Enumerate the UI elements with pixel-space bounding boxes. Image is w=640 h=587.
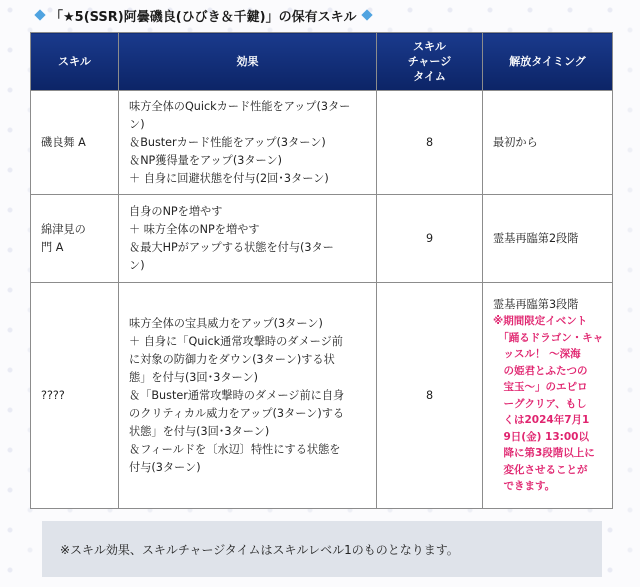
limited-note-line: 9日(金) 13:00以	[493, 430, 589, 443]
header-charge-line: タイム	[413, 70, 446, 83]
limited-note-line: ーグクリア、もし	[493, 397, 587, 410]
footnote-box	[42, 521, 602, 577]
effect-line: ン)	[129, 258, 145, 272]
effect-line: ＆NP獲得量をアップ(3ターン)	[129, 153, 283, 167]
effect-line: 付与(3ターン)	[129, 460, 201, 474]
effect-line: 味方全体の宝具威力をアップ(3ターン)	[129, 316, 323, 330]
unlock-cell	[483, 283, 613, 509]
unlock-text: 霊基再臨第2段階	[493, 231, 579, 245]
header-effect: 効果	[119, 33, 377, 91]
skill-name: 綿津見の	[41, 222, 86, 236]
skill-name-cell	[31, 91, 119, 195]
limited-note-line: くは2024年7月1	[493, 414, 590, 426]
skill-name: ????	[41, 388, 65, 402]
skill-name: 門 A	[41, 240, 64, 254]
skill-table	[30, 32, 613, 509]
unlock-text: 最初から	[493, 135, 538, 149]
footnote-text: ※スキル効果、スキルチャージタイムはスキルレベル1のものとなります。	[60, 542, 459, 557]
limited-note-line: ※期間限定イベント	[493, 315, 588, 327]
effect-line: 自身のNPを増やす	[129, 204, 223, 218]
effect-cell	[119, 91, 377, 195]
header-unlock-timing: 解放タイミング	[483, 33, 613, 91]
unlock-cell	[483, 91, 613, 195]
unlock-text: 霊基再臨第3段階	[493, 297, 579, 311]
limited-note-line: 「踊るドラゴン・キャ	[493, 331, 604, 344]
effect-line: ＋ 味方全体のNPを増やす	[129, 222, 260, 236]
skill-name-cell	[31, 195, 119, 283]
effect-line: のクリティカル威力をアップ(3ターン)する	[129, 406, 345, 420]
limited-note-line: ッスル！ ～深海	[493, 348, 581, 360]
effect-cell	[119, 283, 377, 509]
charge-time-cell: 9	[377, 195, 483, 283]
charge-time-cell: 8	[377, 91, 483, 195]
effect-line: 味方全体のQuickカード性能をアップ(3ター	[129, 99, 351, 113]
header-charge-time	[377, 33, 483, 91]
effect-line: に対象の防御力をダウン(3ターン)する状	[129, 352, 335, 366]
section-heading-text: 「★5(SSR)阿曇磯良(ひびき＆千鍵)」の保有スキル	[50, 9, 357, 25]
effect-line: ＋ 自身に「Quick通常攻撃時のダメージ前	[129, 334, 343, 348]
charge-time-cell: 8	[377, 283, 483, 509]
header-skill: スキル	[31, 33, 119, 91]
effect-line: ＆「Buster通常攻撃時のダメージ前に自身	[129, 388, 345, 402]
effect-cell	[119, 195, 377, 283]
limited-note-line: 降に第3段階以上に	[493, 447, 595, 459]
limited-event-note	[493, 313, 602, 495]
diamond-icon	[34, 9, 45, 20]
effect-line: 状態」を付与(3回･3ターン)	[129, 424, 270, 438]
effect-line: 態」を付与(3回･3ターン)	[129, 370, 259, 384]
skill-name: 磯良舞 A	[41, 135, 86, 149]
table-row	[31, 91, 613, 195]
table-header-row	[31, 33, 613, 91]
effect-line: ＋ 自身に回避状態を付与(2回･3ターン)	[129, 171, 329, 185]
limited-note-line: 宝玉～」のエピロ	[493, 381, 588, 393]
effect-line: ＆Busterカード性能をアップ(3ターン)	[129, 135, 326, 149]
skill-name-cell	[31, 283, 119, 509]
limited-note-line: 変化させることが	[493, 463, 588, 476]
limited-note-line: できます。	[493, 480, 556, 492]
effect-line: ＆最大HPがアップする状態を付与(3ター	[129, 240, 334, 254]
diamond-icon	[361, 9, 372, 20]
header-charge-line: チャージ	[407, 55, 452, 68]
table-row	[31, 195, 613, 283]
effect-line: ＆フィールドを〔水辺〕特性にする状態を	[129, 442, 341, 456]
section-heading	[30, 4, 377, 26]
table-row	[31, 283, 613, 509]
header-charge-line: スキル	[413, 40, 446, 53]
unlock-cell	[483, 195, 613, 283]
limited-note-line: の姫君とふたつの	[493, 364, 588, 377]
effect-line: ン)	[129, 117, 145, 131]
